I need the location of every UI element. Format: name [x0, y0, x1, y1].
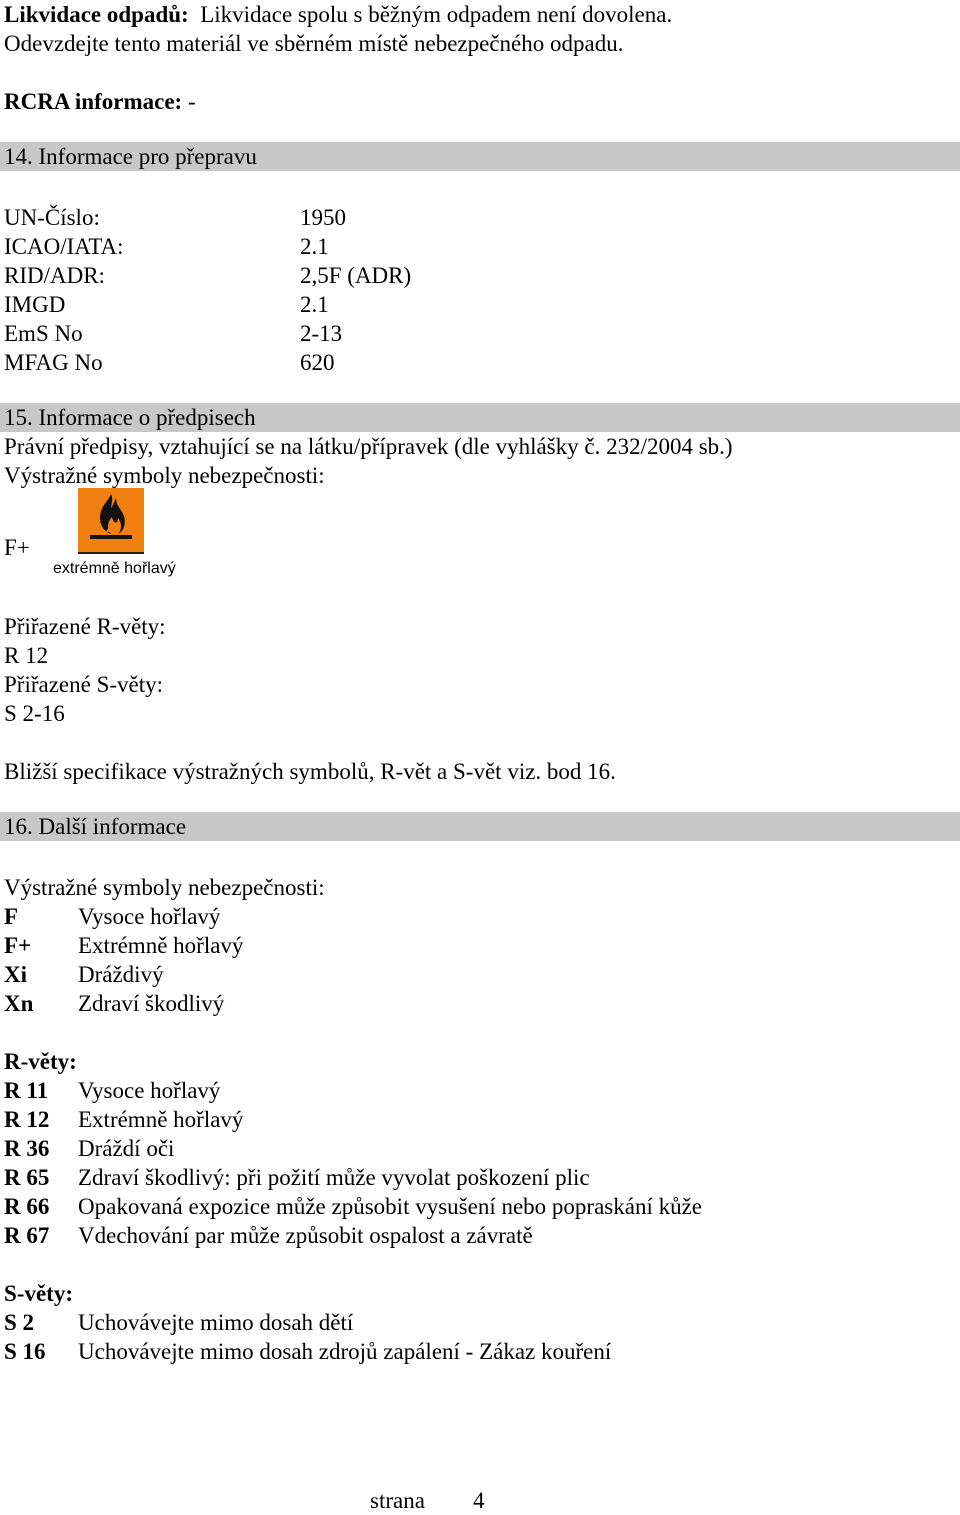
transport-value-icao: 2.1 [300, 234, 329, 259]
s-phrase-desc: Uchovávejte mimo dosah zdrojů zapálení - Zákaz kouření [78, 1339, 612, 1364]
s-phrases-label: S-věty: [4, 1281, 73, 1306]
section-16-heading-bar [0, 812, 960, 841]
section-14-heading-bar [0, 142, 960, 171]
symbol-desc: Dráždivý [78, 962, 164, 987]
transport-value-imgd: 2.1 [300, 292, 329, 317]
symbol-desc: Extrémně hořlavý [78, 933, 244, 958]
symbol-desc: Vysoce hořlavý [78, 904, 221, 929]
symbol-code: Xi [4, 962, 27, 987]
symbol-code: Xn [4, 991, 34, 1016]
s-phrase-code: S 16 [4, 1339, 46, 1364]
transport-label-un: UN-Číslo: [4, 205, 100, 230]
disposal-label: Likvidace odpadů: [4, 2, 189, 27]
assigned-s-label: Přiřazené S-věty: [4, 672, 164, 697]
transport-label-imgd: IMGD [4, 292, 66, 317]
transport-label-icao: ICAO/IATA: [4, 234, 124, 259]
disposal-text-2: Odevzdejte tento materiál ve sběrném místě nebezpečného odpadu. [4, 31, 624, 56]
r-phrase-code: R 11 [4, 1078, 49, 1103]
page-number: 4 [473, 1488, 485, 1513]
r-phrase-code: R 65 [4, 1165, 50, 1190]
r-phrases-label: R-věty: [4, 1049, 77, 1074]
s-phrase-code: S 2 [4, 1310, 35, 1335]
specification-note: Bližší specifikace výstražných symbolů, R-vět a S-vět viz. bod 16. [4, 759, 616, 784]
r-phrase-code: R 12 [4, 1107, 50, 1132]
r-phrase-desc: Vdechování par může způsobit ospalost a závratě [78, 1223, 533, 1248]
assigned-s-value: S 2-16 [4, 701, 65, 726]
rcra-line [4, 87, 196, 116]
hazard-symbol-code: F+ [4, 535, 30, 560]
hazard-symbol-caption: extrémně hořlavý [53, 560, 176, 577]
r-phrase-code: R 67 [4, 1223, 50, 1248]
regulations-text: Právní předpisy, vztahující se na látku/přípravek (dle vyhlášky č. 232/2004 sb.) [4, 434, 733, 459]
symbol-code: F [4, 904, 19, 929]
rcra-label: RCRA informace: [4, 89, 183, 114]
assigned-r-value: R 12 [4, 643, 49, 668]
assigned-r-label: Přiřazené R-věty: [4, 614, 166, 639]
symbol-desc: Zdraví škodlivý [78, 991, 225, 1016]
s-phrase-desc: Uchovávejte mimo dosah dětí [78, 1310, 354, 1335]
section-15-heading-bar [0, 403, 960, 432]
rcra-value: - [187, 89, 196, 114]
transport-value-ems: 2-13 [300, 321, 343, 346]
disposal-text: Likvidace spolu s běžným odpadem není dovolena. [200, 2, 673, 27]
disposal-line [4, 0, 672, 29]
transport-value-un: 1950 [300, 205, 346, 230]
r-phrase-code: R 66 [4, 1194, 50, 1219]
r-phrase-code: R 36 [4, 1136, 50, 1161]
r-phrase-desc: Extrémně hořlavý [78, 1107, 244, 1132]
hazard-symbols-label: Výstražné symboly nebezpečnosti: [4, 463, 325, 488]
symbols-list-label: Výstražné symboly nebezpečnosti: [4, 875, 325, 900]
r-phrase-desc: Vysoce hořlavý [78, 1078, 221, 1103]
transport-label-ems: EmS No [4, 321, 83, 346]
r-phrase-desc: Opakovaná expozice může způsobit vysušení nebo popraskání kůže [78, 1194, 702, 1219]
section-14-heading: 14. Informace pro přepravu [4, 144, 257, 169]
flame-icon [78, 488, 144, 554]
section-15-heading: 15. Informace o předpisech [4, 405, 256, 430]
transport-label-rid: RID/ADR: [4, 263, 105, 288]
r-phrase-desc: Dráždí oči [78, 1136, 175, 1161]
transport-label-mfag: MFAG No [4, 350, 103, 375]
transport-value-mfag: 620 [300, 350, 335, 375]
transport-value-rid: 2,5F (ADR) [300, 263, 412, 288]
page-label: strana [370, 1488, 425, 1513]
section-16-heading: 16. Další informace [4, 814, 187, 839]
r-phrase-desc: Zdraví škodlivý: při požití může vyvolat poškození plic [78, 1165, 590, 1190]
symbol-code: F+ [4, 933, 32, 958]
